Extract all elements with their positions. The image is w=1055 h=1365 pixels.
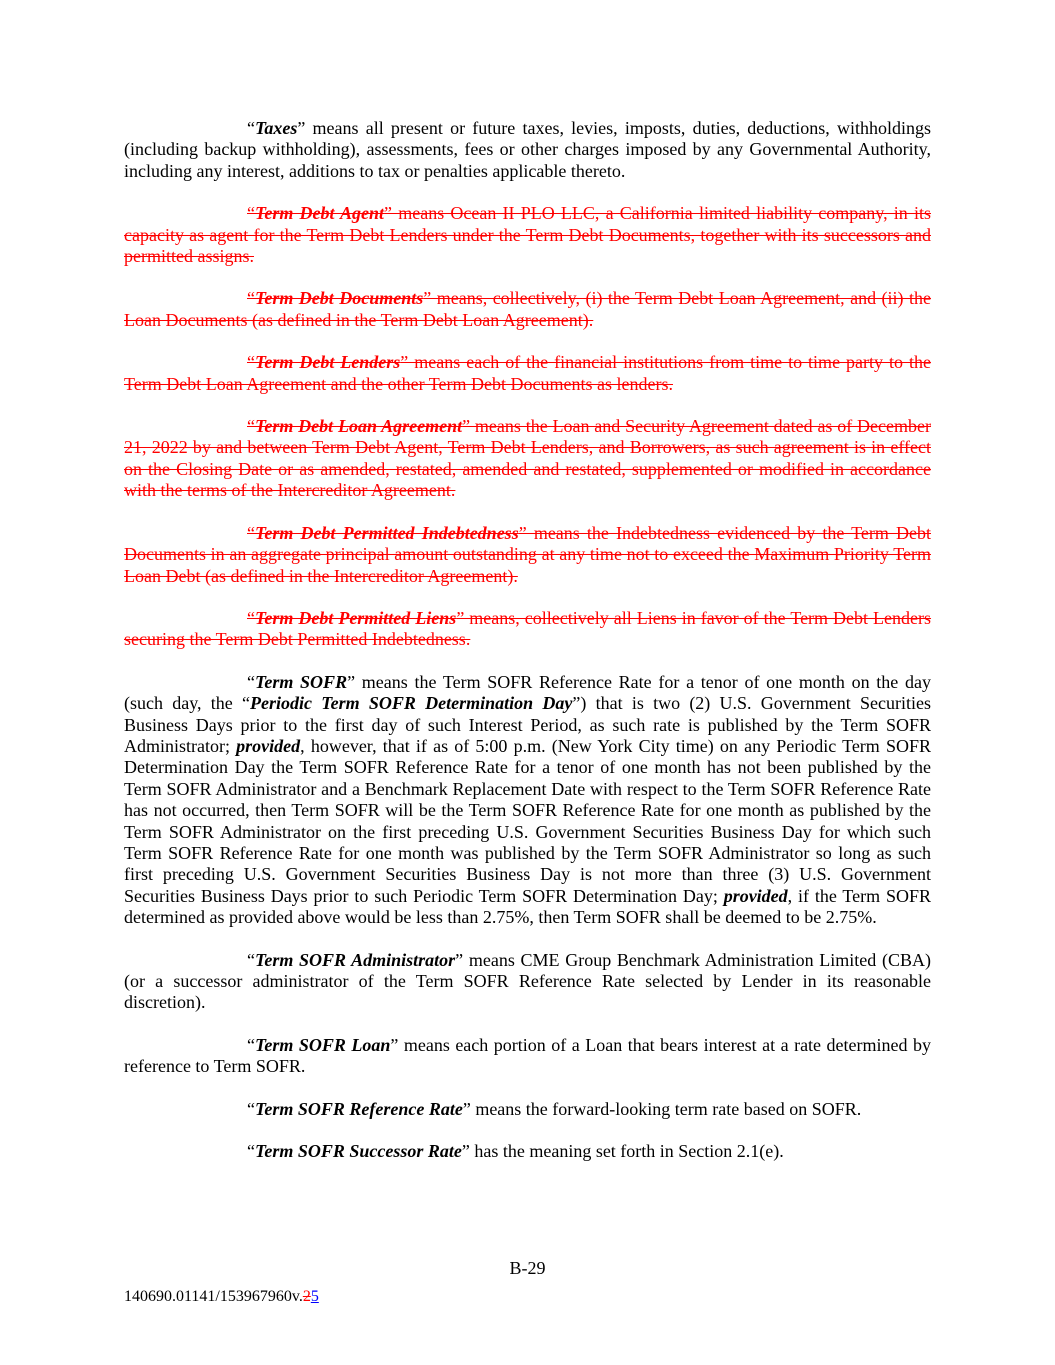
text-run: “ — [247, 118, 255, 138]
definition-term-debt-documents — [124, 288, 931, 331]
text-run: ” means, collectively all Liens in favor of the Term Debt Lenders securing the Term Debt Permitted Indebtedness. — [124, 607, 932, 650]
defined-term: provided — [236, 735, 301, 756]
document-id-inserted-version: 5 — [310, 1288, 319, 1305]
definition-term-sofr — [124, 672, 931, 929]
defined-term: Term Debt Lenders — [255, 352, 401, 373]
page-number: B-29 — [509, 1258, 546, 1278]
text-run: “ — [247, 607, 255, 628]
text-run: ” means Ocean II PLO LLC, a California limited liability company, in its capacity as agent for the Term Debt Lenders under the Term Debt Documents, together with its successors and permitted assigns. — [124, 203, 931, 267]
page-footer — [0, 1258, 1055, 1318]
text-run: ” has the meaning set forth in Section 2.1(e). — [461, 1141, 784, 1162]
defined-term: Term Debt Permitted Indebtedness — [255, 522, 519, 543]
text-run: , if the Term SOFR determined as provided above would be less than 2.75%, then Term SOFR shall be deemed to be 2.75%. — [124, 885, 931, 928]
text-run: ” means each of the financial institutions from time to time party to the Term Debt Loan Agreement and the other Term Debt Documents as lenders. — [124, 352, 931, 394]
text-run: ” means the forward-looking term rate based on SOFR. — [462, 1098, 862, 1119]
document-id-prefix: 140690.01141/153967960v. — [124, 1288, 303, 1305]
text-run: ” means CME Group Benchmark Administration Limited (CBA) (or a successor administrator of the Term SOFR Reference Rate selected by Lender in its reasonable discretion). — [124, 949, 931, 1013]
text-run: “ — [247, 671, 255, 692]
text-run: , however, that if as of 5:00 p.m. (New York City time) on any Periodic Term SOFR Determination Day the Term SOFR Reference Rate for a tenor of one month has not been published by the Term SOFR Administrator and a Benchmark Replacement Date with respect to the Term SOFR Reference Rate has not occurred, then Term SOFR will be the Term SOFR Reference Rate for one month as published by the Term SOFR Administrator on the first preceding U.S. Government Securities Business Day for which such Term SOFR Reference Rate for one month was published by the Term SOFR Administrator so long as such first preceding U.S. Government Securities Business Day is not more than three (3) U.S. Government Securities Business Days prior to such Periodic Term SOFR Determination Day; — [124, 735, 932, 906]
text-run: ” means the Term SOFR Reference Rate for a tenor of one month on the day (such day, the “ — [124, 671, 931, 714]
text-run: ” means, collectively, (i) the Term Debt Loan Agreement, and (ii) the Loan Documents (as defined in the Term Debt Loan Agreement). — [124, 288, 931, 330]
definition-term-debt-agent — [124, 203, 931, 267]
defined-term: Term SOFR Reference Rate — [255, 1098, 463, 1119]
text-run: “ — [247, 352, 255, 373]
text-run: ” means all present or future taxes, levies, imposts, duties, deductions, withholdings (including backup withholding), assessments, fees or other charges imposed by any Governmental Authority, including any interest, additions to tax or penalties applicable thereto. — [124, 118, 931, 181]
text-run: “ — [247, 1034, 255, 1055]
definition-term-debt-lenders — [124, 352, 931, 395]
definition-term-debt-permitted-indebtedness — [124, 523, 931, 587]
defined-term: Term SOFR — [255, 671, 348, 692]
definition-term-sofr-administrator — [124, 950, 931, 1014]
text-run: “ — [247, 522, 255, 543]
defined-term: Term Debt Agent — [255, 203, 385, 224]
definition-term-sofr-reference-rate — [124, 1099, 931, 1120]
defined-term: provided — [723, 885, 788, 906]
defined-term: Term SOFR Loan — [255, 1034, 391, 1055]
text-run: “ — [247, 203, 255, 224]
text-run: “ — [247, 1141, 255, 1162]
document-body — [124, 118, 931, 1183]
defined-term: Term Debt Permitted Liens — [255, 607, 457, 628]
defined-term: Term Debt Documents — [255, 288, 424, 309]
definition-term-debt-loan-agreement — [124, 416, 931, 502]
text-run: “ — [247, 1098, 255, 1119]
defined-term: Term SOFR Successor Rate — [255, 1141, 462, 1162]
defined-term: Periodic Term SOFR Determination Day — [250, 693, 573, 714]
document-id — [124, 1286, 319, 1307]
text-run: “ — [247, 949, 255, 970]
definition-term-debt-permitted-liens — [124, 608, 931, 651]
definition-term-sofr-loan — [124, 1035, 931, 1078]
defined-term: Term Debt Loan Agreement — [255, 416, 463, 437]
definition-taxes — [124, 118, 931, 182]
text-run: ” means the Indebtedness evidenced by the Term Debt Documents in an aggregate principal amount outstanding at any time not to exceed the Maximum Priority Term Loan Debt (as defined in the Intercreditor Agreement). — [124, 522, 931, 586]
text-run: ”) that is two (2) U.S. Government Securities Business Days prior to the first day of such Interest Period, as such rate is published by the Term SOFR Administrator; — [124, 693, 932, 756]
definition-term-sofr-successor-rate — [124, 1141, 931, 1162]
text-run: “ — [247, 288, 255, 309]
text-run: “ — [247, 416, 255, 437]
text-run: ” means the Loan and Security Agreement dated as of December 21, 2022 by and between Term Debt Agent, Term Debt Lenders, and Borrowers, as such agreement is in effect on the Closing Date or as amended, restated, amended and restated, supplemented or modified in accordance with the terms of the Intercreditor Agreement. — [124, 416, 932, 501]
text-run: ” means each portion of a Loan that bears interest at a rate determined by reference to Term SOFR. — [124, 1034, 931, 1077]
document-id-deleted-version: 2 — [302, 1288, 311, 1305]
defined-term: Term SOFR Administrator — [255, 949, 456, 970]
defined-term: Taxes — [255, 118, 298, 138]
